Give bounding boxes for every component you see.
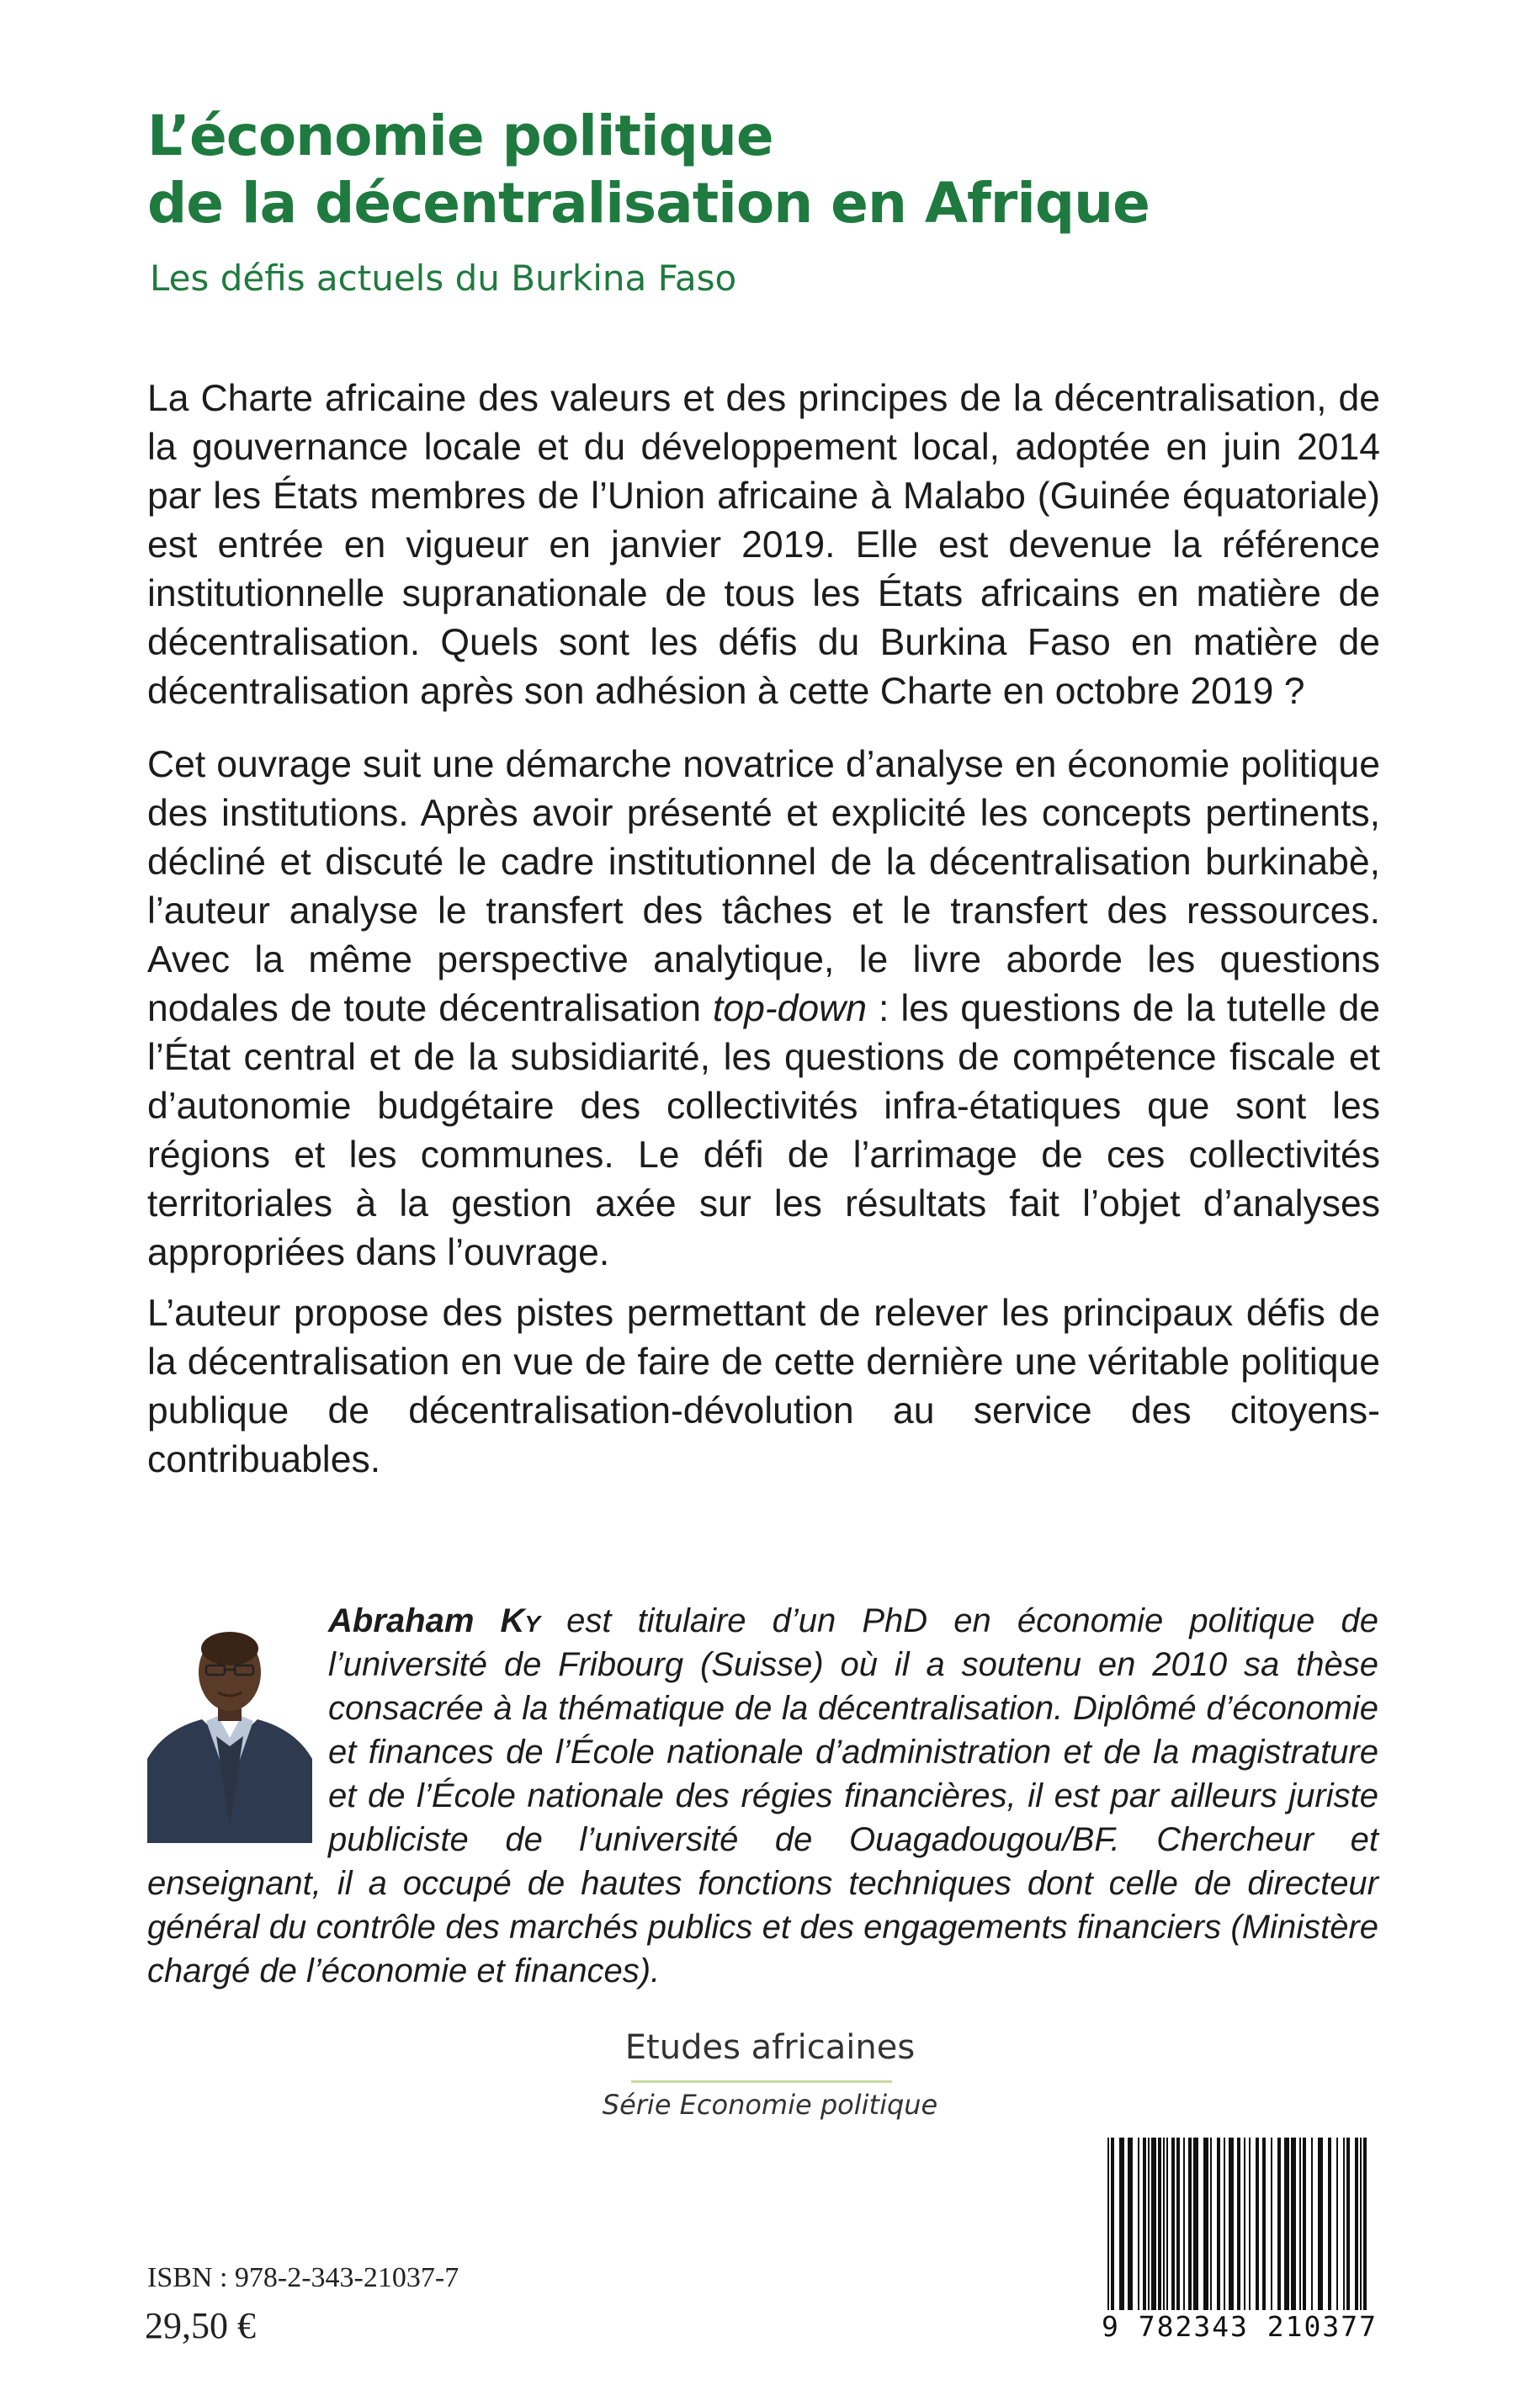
blurb-italic-term: top-down (712, 988, 868, 1029)
barcode-bar (1244, 2138, 1245, 2310)
series-name: Etudes africaines (624, 2028, 916, 2067)
series-subseries: Série Economie politique (602, 2089, 938, 2121)
barcode-bar (1336, 2138, 1338, 2310)
photo-spacer (147, 1599, 328, 1856)
barcode-bar (1151, 2138, 1156, 2310)
barcode-bar (1188, 2138, 1192, 2310)
barcode-bar (1158, 2138, 1161, 2310)
barcode-bar (1210, 2138, 1212, 2310)
author-last-name: Ky (500, 1602, 541, 1639)
barcode-bar (1311, 2138, 1313, 2310)
barcode-bar (1343, 2138, 1345, 2310)
barcode-bar (1166, 2138, 1168, 2310)
barcode-bar (1111, 2138, 1114, 2310)
barcode-bar (1217, 2138, 1220, 2310)
book-title-line-1: L’économie politique (147, 104, 773, 168)
barcode-bar (1128, 2138, 1133, 2310)
series-divider (631, 2080, 892, 2083)
book-title (147, 103, 1410, 237)
barcode-bar (1346, 2138, 1350, 2310)
barcode-bar (1271, 2138, 1272, 2310)
barcode-bar (1107, 2138, 1109, 2310)
barcode (1101, 2138, 1378, 2340)
barcode-bar (1299, 2138, 1301, 2310)
blurb-paragraph-3: L’auteur propose des pistes permettant de relever les principaux défis de la décentralisation en vue de faire de cette dernière une véritable politique publique de décentralisation-dévolution au service des citoyens-contribuables. (147, 1293, 1380, 1480)
barcode-bar (1193, 2138, 1198, 2310)
barcode-bar (1138, 2138, 1139, 2310)
blurb-paragraph-2-start: Cet ouvrage suit une démarche novatrice d’analyse en économie politique des institutions. Après avoir présenté et explicité les concepts pertinents, décliné et discuté le cadre institutionnel de la décentralisation burkinabè, l’auteur analyse le transfert des tâches et le transfert des ressources. Avec la même perspective analytique, le livre aborde les questions nodales de toute décentralisation (147, 744, 1380, 1029)
barcode-bar (1303, 2138, 1306, 2310)
barcode-bar (1262, 2138, 1266, 2310)
barcode-bar (1183, 2138, 1185, 2310)
barcode-bar (1163, 2138, 1165, 2310)
blurb-paragraph-1: La Charte africaine des valeurs et des principes de la décentralisation, de la gouvernance locale et du développement local, adoptée en juin 2014 par les États membres de l’Union africaine à Malabo (Guinée équatoriale) est entrée en vigueur en janvier 2019. Elle est devenue la référence institutionnelle supranationale de tous les États africains en matière de décentralisation. Quels sont les défis du Burkina Faso en matière de décentralisation après son adhésion à cette Charte en octobre 2019 ? (147, 378, 1380, 712)
barcode-bar (1363, 2138, 1367, 2310)
barcode-bar (1277, 2138, 1281, 2310)
barcode-bar (1237, 2138, 1240, 2310)
blurb-paragraph-2 (147, 741, 1380, 1277)
barcode-bar (1229, 2138, 1234, 2310)
blurb-paragraph-2-end: : les questions de la tutelle de l’État central et de la subsidiarité, les questions de compétence fiscale et d’autonomie budgétaire des collectivités infra-étatiques que sont les régions et les communes. Le défi de l’arrimage de ces collectivités territoriales à la gestion axée sur les résultats fait l’objet d’analyses appropriées dans l’ouvrage. (147, 988, 1380, 1273)
barcode-bar (1328, 2138, 1331, 2310)
barcode-bar (1256, 2138, 1259, 2310)
author-name (328, 1602, 540, 1639)
barcode-bar (1355, 2138, 1358, 2310)
barcode-bar (1284, 2138, 1289, 2310)
author-bio (147, 1599, 1378, 1993)
barcode-bar (1203, 2138, 1208, 2310)
book-subtitle: Les défis actuels du Burkina Faso (150, 258, 737, 299)
barcode-bar (1249, 2138, 1251, 2310)
author-bio-text: est titulaire d’un PhD en économie politique de l’université de Fribourg (Suisse) où il a soutenu en 2010 sa thèse consacrée à la thématique de la décentralisation. Diplômé d’économie et finances de l’École nationale d’administration et de la magistrature et de l’École nationale des régies financières, il est par ailleurs juriste publiciste de l’université de Ouagadougou/BF. Chercheur et enseignant, il a occupé de hautes fonctions techniques dont celle de directeur général du contrôle des marchés publics et des engagements financiers (Ministère chargé de l’économie et finances). (147, 1602, 1378, 1989)
price: 29,50 € (145, 2305, 256, 2346)
barcode-bar (1291, 2138, 1296, 2310)
barcode-bar (1171, 2138, 1175, 2310)
barcode-bar (1119, 2138, 1124, 2310)
barcode-bars (1101, 2138, 1378, 2310)
barcode-bar (1176, 2138, 1180, 2310)
book-title-line-2: de la décentralisation en Afrique (147, 171, 1150, 236)
barcode-bar (1318, 2138, 1323, 2310)
barcode-bar (1224, 2138, 1225, 2310)
barcode-bar (1143, 2138, 1146, 2310)
isbn: ISBN : 978-2-343-21037-7 (147, 2262, 459, 2293)
author-first-name: Abraham (328, 1602, 501, 1639)
barcode-digits: 9 782343 210377 (1101, 2310, 1378, 2343)
barcode-bar (1360, 2138, 1362, 2310)
barcode-bar (1148, 2138, 1150, 2310)
